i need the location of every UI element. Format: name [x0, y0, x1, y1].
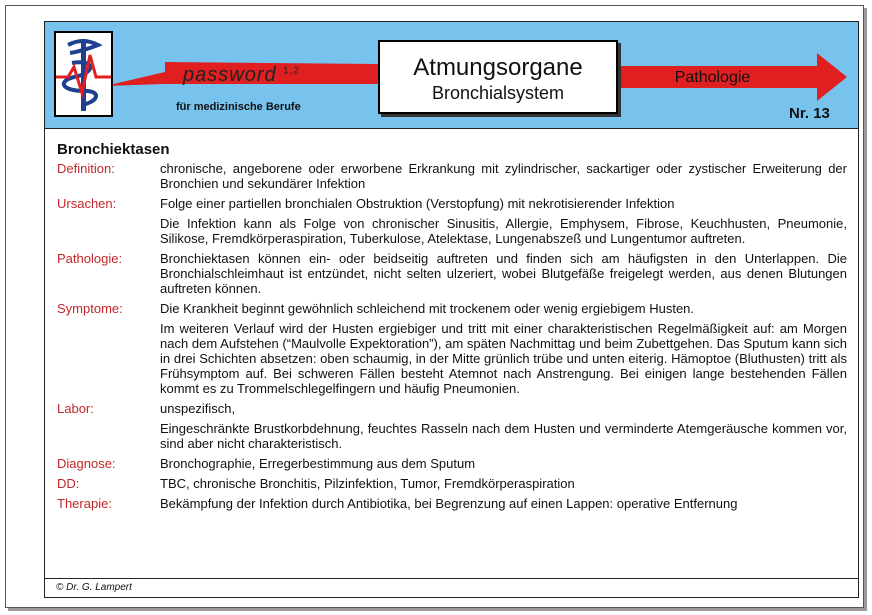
section-label: Ursachen:	[57, 196, 117, 211]
section-paragraph: Die Krankheit beginnt gewöhnlich schleichend mit trockenem oder wenig ergiebigem Husten.	[160, 301, 695, 316]
section-label: Definition:	[57, 161, 115, 176]
section-label: Therapie:	[57, 496, 112, 511]
card-number: Nr. 13	[789, 105, 830, 122]
section-paragraph: unspezifisch,	[160, 401, 236, 416]
topic-heading: Bronchiektasen	[57, 141, 170, 158]
section-body	[160, 401, 847, 451]
section-list	[57, 161, 847, 511]
brand-subtitle: für medizinische Berufe	[176, 101, 301, 113]
section-paragraph: Bronchiektasen können ein- oder beidseitig auftreten und finden sich am häufigsten in den Unterlappen. Die Bronchialschleimhaut ist entzündet, nicht selten ulzeriert, wobei Blutgefäße freigelegt werden, aus denen Blutungen auftreten können.	[160, 251, 847, 296]
section-row	[57, 251, 847, 296]
section-paragraph: Eingeschränkte Brustkorbdehnung, feuchtes Rasseln nach dem Husten und verminderte Atemgeräusche kommen vor, sind aber nicht charakteristisch.	[160, 421, 847, 451]
section-row	[57, 301, 847, 396]
card-title: Atmungsorgane	[413, 54, 583, 81]
card-footer	[45, 578, 858, 598]
card-content	[57, 141, 847, 516]
card-frame	[44, 21, 859, 598]
category-label: Pathologie	[674, 69, 751, 86]
caduceus-icon	[56, 33, 111, 115]
card-subtitle: Bronchialsystem	[431, 83, 565, 103]
section-label: DD:	[57, 476, 80, 491]
section-paragraph: Im weiteren Verlauf wird der Husten ergiebiger und tritt mit einer charakteristischen Regelmäßigkeit auf: am Morgen nach dem Aufstehen (“Maulvolle Expektoration”), am späten Nachmittag und beim Zubettgehen. Das Sputum kann sich in drei Schichten absetzen: oben schaumig, in der Mitte grünlich trübe und unten eiterig. Hämoptoe (Bluthusten) tritt als Frühsymptom auf. Bei schweren Fällen besteht Atemnot nach Anstrengung. Bei einigen lange bestehenden Fällen kommt es zu Trommelschlegelfingern und häufig Pneumonien.	[160, 321, 847, 396]
section-row	[57, 401, 847, 451]
section-row	[57, 476, 847, 491]
section-paragraph: Folge einer partiellen bronchialen Obstruktion (Verstopfung) mit nekrotisierender Infektion	[160, 196, 675, 211]
logo	[54, 31, 113, 117]
section-row	[57, 161, 847, 191]
section-paragraph: Die Infektion kann als Folge von chronischer Sinusitis, Allergie, Emphysem, Fibrose, Keuchhusten, Pneumonie, Silikose, Fremdkörperaspiration, Tuberkulose, Atelektase, Lungenabszeß und Lungentumor auftreten.	[160, 216, 847, 246]
section-row	[57, 196, 847, 246]
section-row	[57, 496, 847, 511]
flashcard	[5, 5, 864, 608]
section-body	[160, 251, 847, 296]
section-label: Symptome:	[57, 301, 123, 316]
card-header	[45, 22, 858, 129]
section-body	[160, 196, 847, 246]
section-body	[160, 456, 847, 471]
title-box	[378, 40, 618, 114]
section-body	[160, 496, 847, 511]
section-paragraph: chronische, angeborene oder erworbene Erkrankung mit zylindrischer, sackartiger oder zystischer Erweiterung der Bronchien und sekundärer Infektion	[160, 161, 847, 191]
section-paragraph: Bronchographie, Erregerbestimmung aus dem Sputum	[160, 456, 476, 471]
section-paragraph: TBC, chronische Bronchitis, Pilzinfektion, Tumor, Fremdkörperaspiration	[160, 476, 575, 491]
section-body	[160, 161, 847, 191]
copyright: © Dr. G. Lampert	[56, 582, 132, 593]
section-row	[57, 456, 847, 471]
section-label: Pathologie:	[57, 251, 123, 266]
section-body	[160, 476, 847, 491]
section-paragraph: Bekämpfung der Infektion durch Antibiotika, bei Begrenzung auf einen Lappen: operative Entfernung	[160, 496, 738, 511]
section-label: Diagnose:	[57, 456, 116, 471]
brand-name: password $^{1,2}$	[183, 64, 301, 86]
section-body	[160, 301, 847, 396]
section-label: Labor:	[57, 401, 94, 416]
